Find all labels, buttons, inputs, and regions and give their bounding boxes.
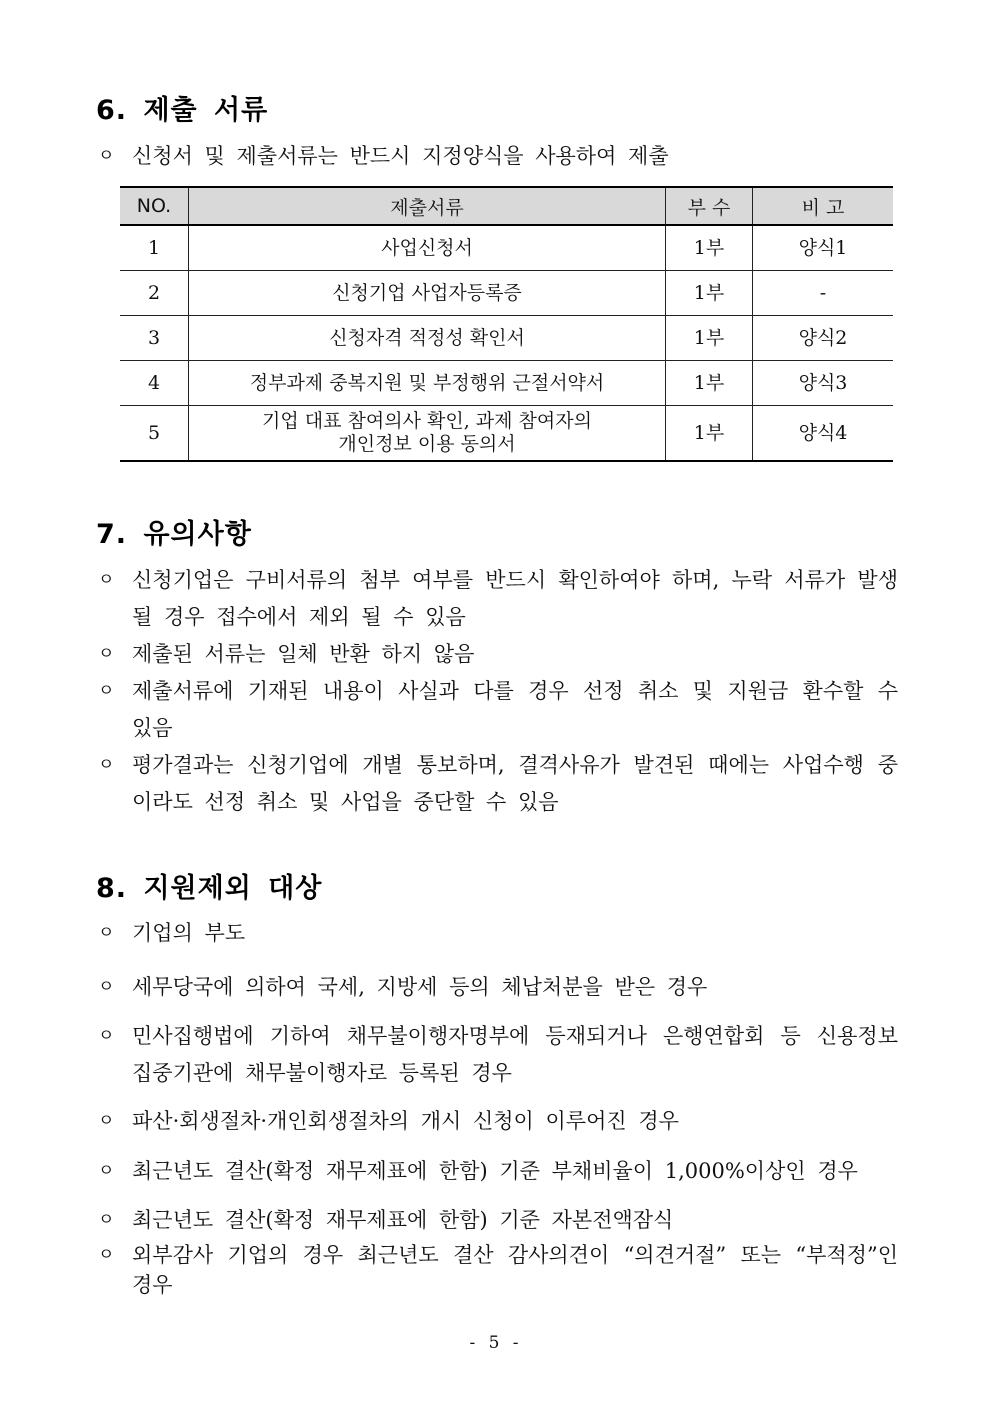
- bullet-text: 기업의 부도: [132, 921, 246, 945]
- bullet-text: 평가결과는 신청기업에 개별 통보하며, 결격사유가 발견된 때에는 사업수행 중이라도 선정 취소 및 사업을 중단할 수 있음: [132, 753, 898, 814]
- header-quantity: 부 수: [666, 187, 753, 225]
- section-8-bullet-1: [98, 915, 898, 952]
- header-document: 제출서류: [189, 187, 666, 225]
- section-6-title: 6. 제출 서류: [96, 95, 269, 126]
- cell-document-line-2: 개인정보 이용 동의서: [338, 433, 516, 455]
- section-7-bullet-4: [98, 747, 898, 821]
- bullet-text: 민사집행법에 기하여 채무불이행자명부에 등재되거나 은행연합회 등 신용정보 집중기관에 채무불이행자로 등록된 경우: [132, 1024, 898, 1085]
- cell-no: 5: [120, 406, 189, 462]
- cell-no: 3: [120, 316, 189, 361]
- bullet-mark: ㅇ: [98, 644, 115, 664]
- section-8-bullet-4: [98, 1103, 898, 1140]
- cell-quantity: 1부: [666, 361, 753, 406]
- bullet-mark: ㅇ: [98, 923, 115, 943]
- cell-note: 양식4: [753, 406, 894, 462]
- bullet-text: 외부감사 기업의 경우 최근년도 결산 감사의견이 “의견거절” 또는 “부적정”인 경우: [132, 1243, 898, 1297]
- header-note: 비 고: [753, 187, 894, 225]
- table-row: [120, 271, 893, 316]
- header-no: NO.: [120, 187, 189, 225]
- cell-quantity: 1부: [666, 271, 753, 316]
- cell-quantity: 1부: [666, 225, 753, 271]
- cell-document-line-1: 기업 대표 참여의사 확인, 과제 참여자의: [262, 410, 592, 432]
- table-row: [120, 225, 893, 271]
- cell-quantity: 1부: [666, 316, 753, 361]
- bullet-mark: ㅇ: [98, 1026, 115, 1046]
- cell-note: 양식2: [753, 316, 894, 361]
- submission-documents-table: [120, 186, 893, 462]
- cell-document: 신청자격 적정성 확인서: [189, 316, 666, 361]
- cell-note: 양식3: [753, 361, 894, 406]
- section-8-bullet-2: [98, 969, 898, 1006]
- cell-document: 사업신청서: [189, 225, 666, 271]
- bullet-mark: ㅇ: [98, 146, 115, 166]
- bullet-mark: ㅇ: [98, 755, 115, 775]
- section-7-bullet-2: [98, 636, 898, 673]
- bullet-text: 파산·회생절차·개인회생절차의 개시 신청이 이루어진 경우: [132, 1109, 679, 1133]
- cell-no: 4: [120, 361, 189, 406]
- bullet-text: 제출된 서류는 일체 반환 하지 않음: [132, 642, 475, 666]
- cell-document: 신청기업 사업자등록증: [189, 271, 666, 316]
- bullet-text: 최근년도 결산(확정 재무제표에 한함) 기준 자본전액잠식: [132, 1208, 674, 1232]
- cell-note: 양식1: [753, 225, 894, 271]
- bullet-mark: ㅇ: [98, 570, 115, 590]
- bullet-text: 최근년도 결산(확정 재무제표에 한함) 기준 부채비율이 1,000%이상인 경우: [132, 1159, 858, 1183]
- cell-no: 1: [120, 225, 189, 271]
- section-8-bullet-6: [98, 1202, 898, 1239]
- cell-document: 정부과제 중복지원 및 부정행위 근절서약서: [189, 361, 666, 406]
- cell-note: -: [753, 271, 894, 316]
- section-7-bullet-1: [98, 562, 898, 636]
- cell-document: [189, 406, 666, 462]
- bullet-text: 신청서 및 제출서류는 반드시 지정양식을 사용하여 제출: [132, 144, 669, 168]
- bullet-mark: ㅇ: [98, 977, 115, 997]
- bullet-mark: ㅇ: [98, 1111, 115, 1131]
- bullet-text: 신청기업은 구비서류의 첨부 여부를 반드시 확인하여야 하며, 누락 서류가 발생될 경우 접수에서 제외 될 수 있음: [132, 568, 898, 629]
- section-7-title: 7. 유의사항: [96, 519, 252, 550]
- cell-no: 2: [120, 271, 189, 316]
- bullet-mark: ㅇ: [98, 1210, 115, 1230]
- section-8-bullet-5: [98, 1153, 898, 1190]
- table-row: [120, 316, 893, 361]
- bullet-mark: ㅇ: [98, 1161, 115, 1181]
- section-6-bullet: [98, 138, 898, 175]
- table-row: [120, 406, 893, 462]
- bullet-mark: ㅇ: [98, 1245, 115, 1265]
- bullet-text: 제출서류에 기재된 내용이 사실과 다를 경우 선정 취소 및 지원금 환수할 수 있음: [132, 679, 898, 740]
- table-row: [120, 361, 893, 406]
- section-8-bullet-3: [98, 1018, 898, 1092]
- table-header-row: [120, 187, 893, 225]
- bullet-text: 세무당국에 의하여 국세, 지방세 등의 체납처분을 받은 경우: [132, 975, 708, 999]
- section-8-bullet-7: [98, 1240, 898, 1300]
- section-8-title: 8. 지원제외 대상: [96, 873, 323, 904]
- cell-quantity: 1부: [666, 406, 753, 462]
- bullet-mark: ㅇ: [98, 681, 115, 701]
- section-7-bullet-3: [98, 673, 898, 747]
- page-number: - 5 -: [469, 1333, 523, 1353]
